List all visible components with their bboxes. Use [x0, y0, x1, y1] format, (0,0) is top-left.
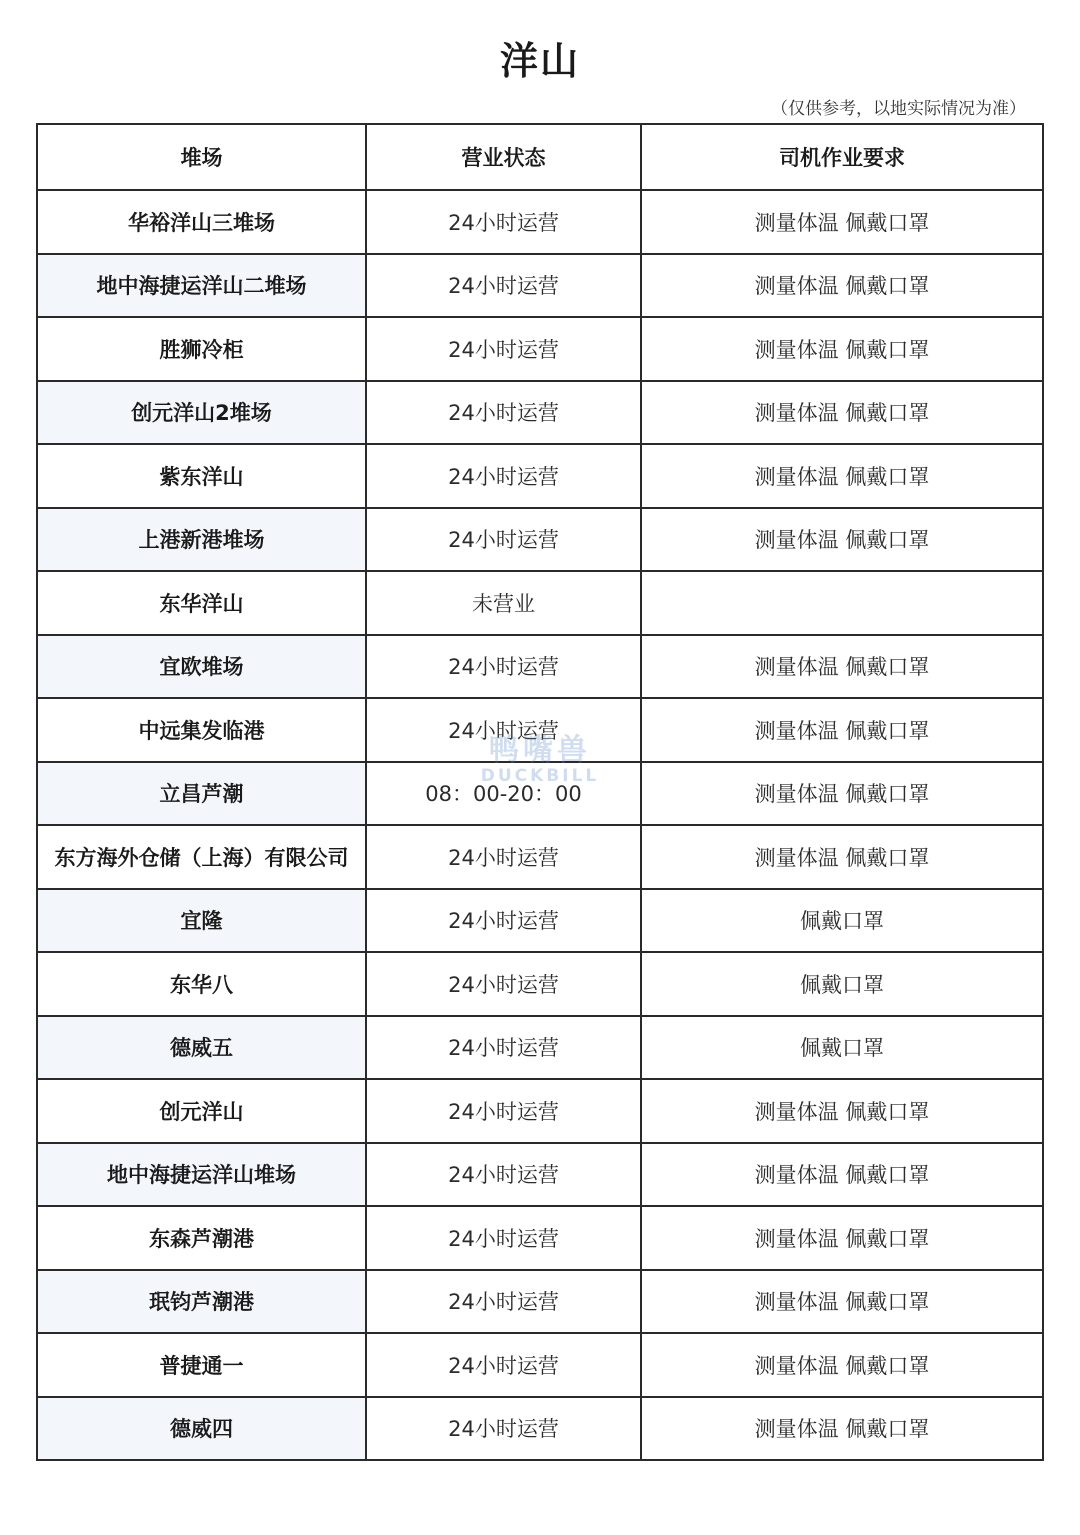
yard-cell: 地中海捷运洋山二堆场 — [37, 254, 366, 318]
table-row — [37, 508, 1043, 572]
status-cell: 未营业 — [366, 571, 641, 635]
requirement-cell: 佩戴口罩 — [641, 952, 1043, 1016]
requirement-cell: 测量体温 佩戴口罩 — [641, 190, 1043, 254]
table-row — [37, 381, 1043, 445]
yard-cell: 宜隆 — [37, 889, 366, 953]
yard-cell: 珉钧芦潮港 — [37, 1270, 366, 1334]
status-cell: 24小时运营 — [366, 635, 641, 699]
requirement-cell: 测量体温 佩戴口罩 — [641, 1397, 1043, 1461]
requirement-cell: 测量体温 佩戴口罩 — [641, 1270, 1043, 1334]
yard-cell: 东华洋山 — [37, 571, 366, 635]
table-row — [37, 1333, 1043, 1397]
yard-cell: 立昌芦潮 — [37, 762, 366, 826]
status-cell: 08：00-20：00 — [366, 762, 641, 826]
status-cell: 24小时运营 — [366, 1079, 641, 1143]
status-cell: 24小时运营 — [366, 952, 641, 1016]
yard-cell: 创元洋山2堆场 — [37, 381, 366, 445]
watermark-en: DUCKBILL — [480, 766, 600, 786]
requirement-cell: 测量体温 佩戴口罩 — [641, 1143, 1043, 1207]
table-row — [37, 1206, 1043, 1270]
status-cell: 24小时运营 — [366, 1206, 641, 1270]
requirement-cell — [641, 571, 1043, 635]
yard-cell: 地中海捷运洋山堆场 — [37, 1143, 366, 1207]
status-cell: 24小时运营 — [366, 1333, 641, 1397]
header-yard: 堆场 — [37, 124, 366, 190]
yard-cell: 紫东洋山 — [37, 444, 366, 508]
requirement-cell: 测量体温 佩戴口罩 — [641, 444, 1043, 508]
requirement-cell: 测量体温 佩戴口罩 — [641, 698, 1043, 762]
status-cell: 24小时运营 — [366, 381, 641, 445]
table-row — [37, 254, 1043, 318]
requirement-cell: 测量体温 佩戴口罩 — [641, 1206, 1043, 1270]
yard-cell: 中远集发临港 — [37, 698, 366, 762]
yard-cell: 宜欧堆场 — [37, 635, 366, 699]
table-row — [37, 1079, 1043, 1143]
yard-cell: 东方海外仓储（上海）有限公司 — [37, 825, 366, 889]
yard-cell: 东森芦潮港 — [37, 1206, 366, 1270]
table-row — [37, 1016, 1043, 1080]
table-row — [37, 889, 1043, 953]
status-cell: 24小时运营 — [366, 1143, 641, 1207]
requirement-cell: 测量体温 佩戴口罩 — [641, 635, 1043, 699]
status-cell: 24小时运营 — [366, 190, 641, 254]
table-row — [37, 1270, 1043, 1334]
table-row — [37, 635, 1043, 699]
status-cell: 24小时运营 — [366, 1397, 641, 1461]
status-cell: 24小时运营 — [366, 508, 641, 572]
yard-cell: 德威五 — [37, 1016, 366, 1080]
table-row — [37, 1143, 1043, 1207]
status-cell: 24小时运营 — [366, 444, 641, 508]
status-cell: 24小时运营 — [366, 825, 641, 889]
status-cell: 24小时运营 — [366, 698, 641, 762]
yard-cell: 普捷通一 — [37, 1333, 366, 1397]
table-body — [37, 190, 1043, 1460]
requirement-cell: 测量体温 佩戴口罩 — [641, 825, 1043, 889]
table-row — [37, 762, 1043, 826]
table-row — [37, 952, 1043, 1016]
table-row — [37, 698, 1043, 762]
table-row — [37, 825, 1043, 889]
yard-cell: 东华八 — [37, 952, 366, 1016]
status-cell: 24小时运营 — [366, 1270, 641, 1334]
page-title: 洋山 — [499, 39, 580, 83]
requirement-cell: 测量体温 佩戴口罩 — [641, 1079, 1043, 1143]
status-cell: 24小时运营 — [366, 317, 641, 381]
requirement-cell: 佩戴口罩 — [641, 1016, 1043, 1080]
requirement-cell: 测量体温 佩戴口罩 — [641, 508, 1043, 572]
status-cell: 24小时运营 — [366, 889, 641, 953]
requirement-cell: 测量体温 佩戴口罩 — [641, 254, 1043, 318]
yard-cell: 华裕洋山三堆场 — [37, 190, 366, 254]
header-requirement: 司机作业要求 — [641, 124, 1043, 190]
table-row — [37, 190, 1043, 254]
requirement-cell: 测量体温 佩戴口罩 — [641, 317, 1043, 381]
requirement-cell: 测量体温 佩戴口罩 — [641, 1333, 1043, 1397]
yard-cell: 胜狮冷柜 — [37, 317, 366, 381]
status-cell: 24小时运营 — [366, 254, 641, 318]
header-status: 营业状态 — [366, 124, 641, 190]
yard-cell: 创元洋山 — [37, 1079, 366, 1143]
requirement-cell: 测量体温 佩戴口罩 — [641, 762, 1043, 826]
status-cell: 24小时运营 — [366, 1016, 641, 1080]
yard-cell: 上港新港堆场 — [37, 508, 366, 572]
yard-cell: 德威四 — [37, 1397, 366, 1461]
table-row — [37, 571, 1043, 635]
watermark-cn: 鸭嘴兽 — [489, 733, 591, 768]
requirement-cell: 佩戴口罩 — [641, 889, 1043, 953]
table-row — [37, 1397, 1043, 1461]
disclaimer-note: （仅供参考，以地实际情况为准） — [771, 99, 1026, 119]
table-row — [37, 317, 1043, 381]
table-header-row — [37, 124, 1043, 190]
yard-status-table — [36, 123, 1044, 1461]
requirement-cell: 测量体温 佩戴口罩 — [641, 381, 1043, 445]
table-row — [37, 444, 1043, 508]
